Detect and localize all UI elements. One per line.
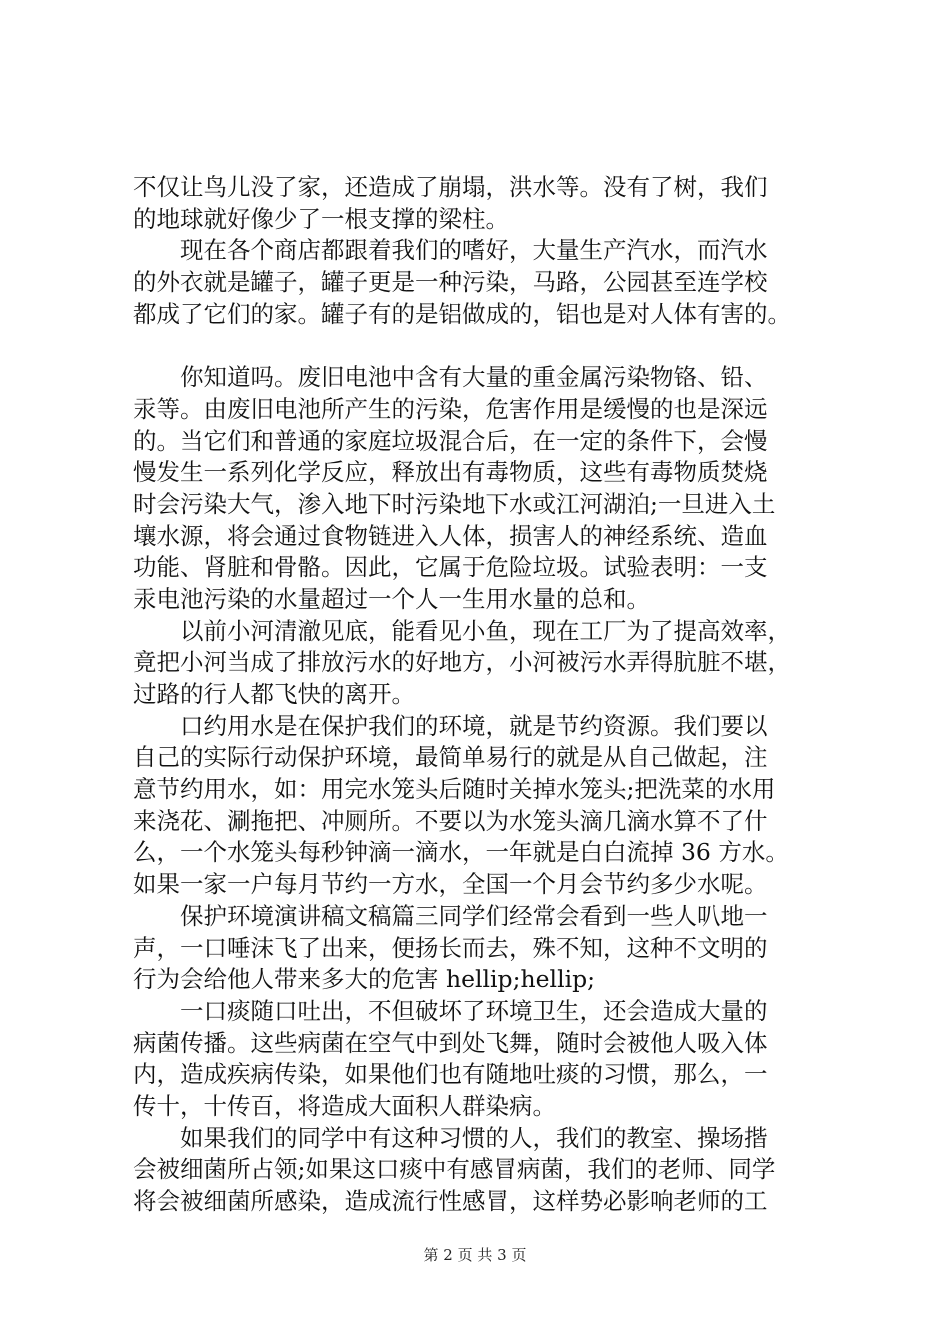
text-line: 竟把小河当成了排放污水的好地方，小河被污水弄得肮脏不堪， [133,648,791,677]
text-line: 传十，十传百，将造成大面积人群染病。 [133,1091,556,1120]
text-line: 慢发生一系列化学反应，释放出有毒物质，这些有毒物质焚烧 [133,458,768,487]
text-line: 功能、肾脏和骨骼。因此，它属于危险垃圾。试验表明：一支 [133,553,768,582]
text-line: 壤水源，将会通过食物链进入人体，损害人的神经系统、造血 [133,521,768,550]
text-line: 行为会给他人带来多大的危害 hellip;hellip; [133,965,596,994]
text-line: 如果一家一户每月节约一方水，全国一个月会节约多少水呢。 [133,870,768,899]
paragraph-first-line: 你知道吗。废旧电池中含有大量的重金属污染物铬、铅、 [180,363,768,392]
text-line: 自己的实际行动保护环境，最简单易行的就是从自己做起，注 [133,743,768,772]
text-line: 不仅让鸟儿没了家，还造成了崩塌，洪水等。没有了树，我们 [133,173,768,201]
text-line: 病菌传播。这些病菌在空气中到处飞舞，随时会被他人吸入体 [133,1028,768,1057]
blank-line [133,330,823,362]
text-line: 意节约用水，如：用完水笼头后随时关掉水笼头;把洗菜的水用 [133,775,776,804]
text-line: 汞等。由废旧电池所产生的污染，危害作用是缓慢的也是深远 [133,394,768,423]
text-line: 时会污染大气，渗入地下时污染地下水或江河湖泊;一旦进入土 [133,489,776,518]
paragraph-first-line: 口约用水是在保护我们的环境，就是节约资源。我们要以 [180,711,768,740]
text-line: 么，一个水笼头每秒钟滴一滴水，一年就是白白流掉 36 方水。 [133,838,789,867]
text-line: 的外衣就是罐子，罐子更是一种污染，马路，公园甚至连学校 [133,268,768,297]
paragraph-first-line: 一口痰随口吐出，不但破坏了环境卫生，还会造成大量的 [180,996,768,1025]
text-line: 声，一口唾沫飞了出来，便扬长而去，殊不知，这种不文明的 [133,933,768,962]
page-footer [0,1244,950,1265]
page-number-label: 第 2 页 共 3 页 [423,1246,527,1264]
text-line: 会被细菌所占领;如果这口痰中有感冒病菌，我们的老师、同学 [133,1155,776,1184]
text-line: 汞电池污染的水量超过一个人一生用水量的总和。 [133,584,650,613]
text-line: 过路的行人都飞快的离开。 [133,680,415,708]
document-body [133,172,823,1218]
text-line: 的。当它们和普通的家庭垃圾混合后，在一定的条件下，会慢 [133,426,768,455]
text-line: 的地球就好像少了一根支撑的梁柱。 [133,204,509,233]
text-line: 都成了它们的家。罐子有的是铝做成的，铝也是对人体有害的。 [133,299,791,328]
paragraph-first-line: 现在各个商店都跟着我们的嗜好，大量生产汽水，而汽水 [180,236,768,265]
paragraph-first-line: 以前小河清澈见底，能看见小鱼，现在工厂为了提高效率， [180,616,791,645]
paragraph-first-line: 如果我们的同学中有这种习惯的人，我们的教室、操场揩 [180,1123,768,1152]
paragraph-first-line: 保护环境演讲稿文稿篇三同学们经常会看到一些人叭地一 [180,901,768,930]
text-line: 内，造成疾病传染，如果他们也有随地吐痰的习惯，那么，一 [133,1060,768,1089]
text-line: 来浇花、涮拖把、冲厕所。不要以为水笼头滴几滴水算不了什 [133,806,768,835]
text-line: 将会被细菌所感染，造成流行性感冒，这样势必影响老师的工 [133,1187,768,1215]
